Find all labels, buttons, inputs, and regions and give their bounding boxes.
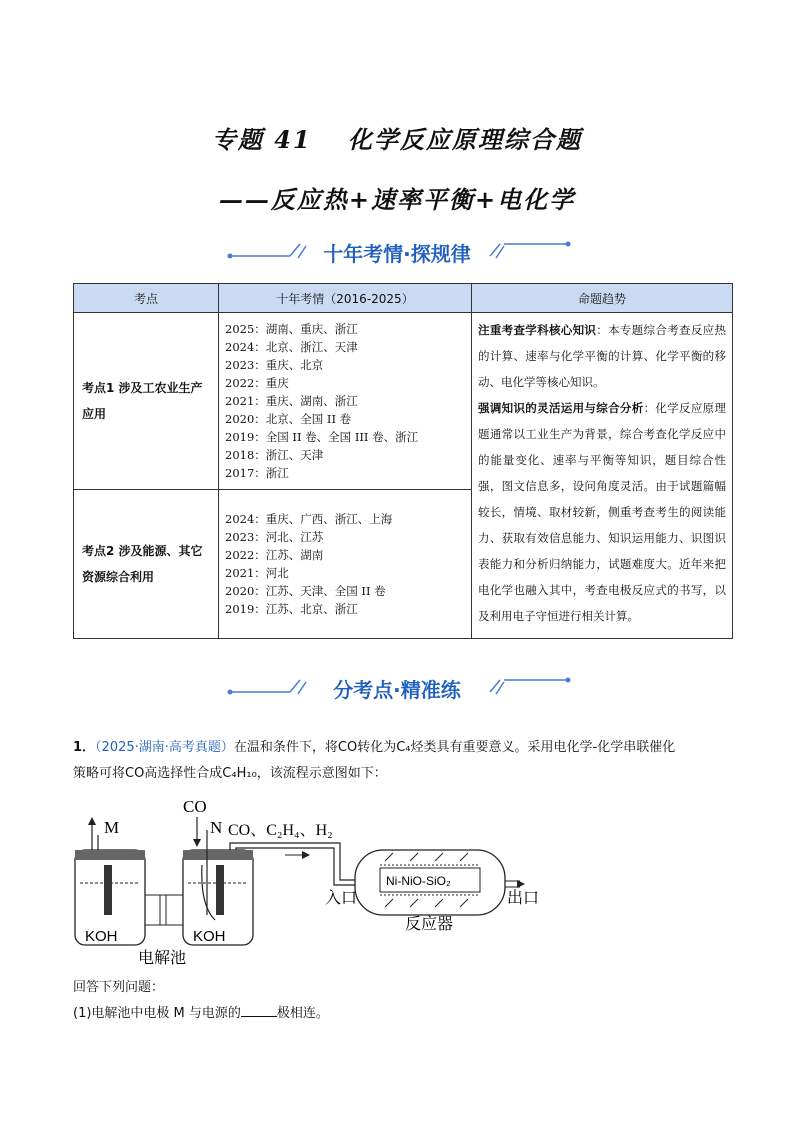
label-gas-mixture: CO、C₂H₄、H₂ [228, 822, 333, 839]
year-entry: 2024：北京、浙江、天津 [225, 340, 358, 354]
label-co: CO [183, 797, 207, 816]
label-reactor: 反应器 [405, 914, 454, 933]
flow-arrow-icon [302, 851, 310, 859]
sub-question-1 [73, 1001, 733, 1027]
year-entry: 2021：河北 [225, 566, 289, 580]
years-cell [219, 490, 472, 639]
years-cell [219, 313, 472, 490]
cell-lid [75, 850, 145, 860]
header-trend: 命题趋势 [472, 284, 733, 313]
label-inlet: 入口 [325, 888, 358, 907]
trend-heading-1: 注重考查学科核心知识 [478, 323, 597, 337]
arrow-down-icon [193, 839, 201, 847]
table-row [74, 313, 733, 490]
trend-text-1: ：本专题综合考查反应热的计算、速率与化学平衡的计算、化学平衡的移动、电化学等核心知识。 [478, 323, 726, 389]
electrode-m [104, 865, 112, 915]
question-number: 1． [73, 740, 96, 755]
question-text: 在温和条件下，将CO转化为C₄烃类具有重要意义。采用电化学-化学串联催化 [233, 740, 676, 755]
table-header-row [74, 284, 733, 313]
year-entry: 2018：浙江、天津 [225, 448, 324, 462]
label-outlet: 出口 [507, 888, 540, 907]
exam-trend-table [73, 283, 733, 639]
topic-cell: 考点1 涉及工农业生产应用 [74, 313, 219, 490]
topic-cell: 考点2 涉及能源、其它资源综合利用 [74, 490, 219, 639]
question-text: 策略可将CO高选择性合成C₄H₁₀，该流程示意图如下： [73, 766, 387, 781]
sub-question-text: (1)电解池中电极 M 与电源的 [73, 1006, 241, 1021]
trend-text-2: ：化学反应原理题通常以工业生产为背景，综合考查化学反应中的能量变化、速率与平衡等知识，题目综合性强，图文信息多，设问角度灵活。由于试题篇幅较长，情境、取材较新，侧重考查考生的阅读能力、获取有效信息能力、知识运用能力、识图识表能力和分析归纳能力，试题难度大。近年来把电化学也融入其中，考查电极反应式的书写，以及利用电子守恒进行相关计算。 [478, 401, 727, 623]
section-banner-practice [0, 672, 794, 702]
label-n: N [210, 818, 223, 837]
year-entry: 2025：湖南、重庆、浙江 [225, 322, 358, 336]
banner-title: 十年考情·探规律 [323, 242, 471, 266]
label-catalyst: Ni-NiO-SiO₂ [386, 874, 451, 888]
salt-bridge [145, 895, 183, 925]
answer-prompt: 回答下列问题： [73, 980, 165, 995]
year-entry: 2022：重庆 [225, 376, 289, 390]
question-stem [73, 735, 733, 787]
year-entry: 2024：重庆、广西、浙江、上海 [225, 512, 393, 526]
outlet-arrow-icon [517, 880, 525, 888]
year-entry: 2020：北京、全国 II 卷 [225, 412, 352, 426]
page-title: 专题 41 化学反应原理综合题 [211, 125, 583, 154]
trend-cell [472, 313, 733, 639]
answer-blank[interactable] [241, 1002, 277, 1017]
year-entry: 2022：江苏、湖南 [225, 548, 324, 562]
year-entry: 2021：重庆、湖南、浙江 [225, 394, 358, 408]
header-topic: 考点 [74, 284, 219, 313]
year-entry: 2019：全国 II 卷、全国 III 卷、浙江 [225, 430, 419, 444]
year-entry: 2019：江苏、北京、浙江 [225, 602, 358, 616]
sub-question-text: 极相连。 [276, 1006, 329, 1021]
label-electrolytic-cell: 电解池 [138, 948, 187, 967]
label-koh-left: KOH [85, 928, 118, 945]
year-entry: 2020：江苏、天津、全国 II 卷 [225, 584, 386, 598]
label-koh-right: KOH [193, 928, 226, 945]
page-subtitle: ——反应热+速率平衡+电化学 [218, 185, 576, 214]
question-source: （2025·湖南·高考真题） [95, 740, 234, 755]
year-entry: 2023：河北、江苏 [225, 530, 324, 544]
year-entry: 2017：浙江 [225, 466, 289, 480]
cell-lid [183, 850, 253, 860]
answer-section [73, 975, 733, 1027]
header-years: 十年考情（2016-2025） [219, 284, 472, 313]
electrode-n [216, 865, 224, 915]
label-m: M [104, 818, 120, 837]
arrow-up-icon [88, 817, 96, 825]
year-entry: 2023：重庆、北京 [225, 358, 324, 372]
section-banner-trends [0, 236, 794, 266]
banner-title: 分考点·精准练 [333, 678, 461, 702]
process-diagram [70, 795, 570, 975]
trend-heading-2: 强调知识的灵活运用与综合分析 [478, 401, 644, 415]
